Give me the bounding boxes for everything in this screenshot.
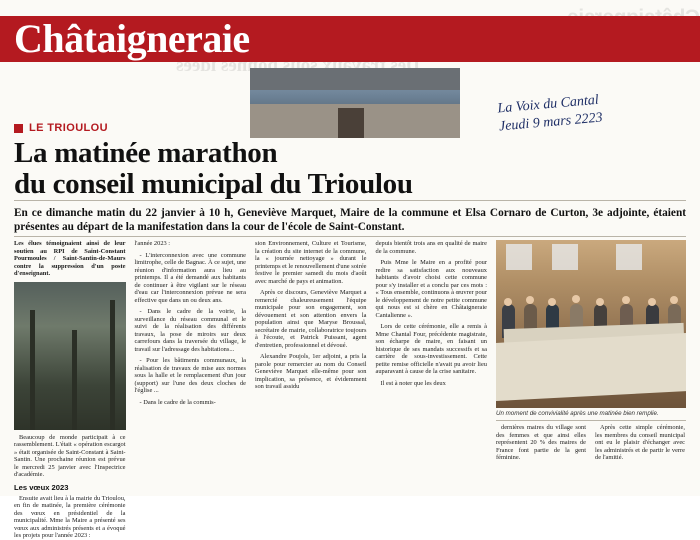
paragraph: - Dans le cadre de la commis-: [139, 398, 216, 406]
column-photo-protest: [14, 282, 126, 430]
photo-person-head: [670, 296, 678, 304]
photo-person-head: [622, 296, 630, 304]
photo-person-head: [596, 298, 604, 306]
photo-person-head: [526, 296, 534, 304]
photo-door: [338, 108, 364, 138]
body-column-2: [135, 240, 247, 490]
article-standfirst: En ce dimanche matin du 22 janvier à 10 h, Geneviève Marquet, Maire de la commune et Elsa Cornaro de Curton, 3e adjointe, étaient présentes au départ de la manifestation dans la cour de l'école de Saint-Constant.: [14, 207, 686, 233]
photo-window: [616, 244, 642, 270]
photo-tree-trunk: [30, 310, 35, 430]
handwritten-publication: La Voix du Cantal: [496, 92, 600, 117]
body-column-5-photo: [496, 240, 686, 490]
article-headline: La matinée marathon du conseil municipal du Trioulou: [14, 137, 413, 200]
paragraph: - Dans le cadre de la voirie, la surveillance du réseau communal et le suivi de la réalisation des différents travaux, la pose de miroirs sur deux carrefours dans la traversée du village, le travail sur l'adressage des habitations...: [134, 308, 246, 353]
tail-column-1: [496, 424, 586, 466]
paragraph: Ensuite avait lieu à la mairie du Trioulou, en fin de matinée, la première cérémonie des vœux en présidentiel de la municipalité. Mme la Maire a présenté ses vœux aux administrés présents et a évoqué les projets pour l'année 2023 :: [14, 494, 126, 539]
paragraph: Puis Mme le Maire en a profité pour redire sa satisfaction aux nouveaux habitants d'avoir choisi cette commune pour s'y installer et a conclu par ces mots : « Tous ensemble, continuons à œuvrer pour le développement de notre petite commune qui nous est si chère en Châtaigneraie Cantalienne ».: [375, 259, 487, 319]
paragraph: - L'interconnexion avec une commune limitrophe, celle de Bagnac. À ce sujet, une réunion d'information aura lieu au printemps. Il a été demandé aux habitants de continuer à être vigilant sur le réseau d'eau car l'interconnexion prévue ne sera effective que dans un ou deux ans.: [134, 251, 246, 304]
paragraph: Après ce discours, Geneviève Marquet a remercié chaleureusement l'équipe municipale pour son engagement, son dévouement et son attention envers la population ainsi que Maryse Broussal, secrétaire de mairie, collaboratrice toujours à l'écoute, et Patrick Puissant, agent d'entretien, professionnel et dévoué.: [255, 289, 367, 349]
masthead-title: Châtaigneraie: [14, 16, 250, 61]
divider-below-caption: [496, 420, 686, 421]
photo-table-front: [496, 332, 686, 401]
paragraph: l'année 2023 :: [134, 240, 171, 247]
paragraph: Beaucoup de monde participait à ce rassemblement. L'était « opération escargot » était organisée de Saint-Constant à Saint-Santin. Une prochaine réunion est prévue le mercredi 25 janvier avec l'Inspectrice d'académie.: [14, 433, 126, 478]
paragraph: Lors de cette cérémonie, elle a remis à Mme Chantal Four, précédente magistrate, son écharpe de maire, en faisant un historique de ses mandats successifs et sa carrière de sous-investissement. Cette petite remise officielle n'avait pu avoir lieu auparavant à cause de la crise sanitaire.: [375, 323, 487, 375]
photo-person-head: [648, 298, 656, 306]
photo-caption: Un moment de convivialité après une matinée bien remplie.: [496, 410, 659, 417]
photo-tree-trunk: [72, 330, 77, 430]
article-body-columns: [14, 240, 686, 539]
caption-tail-columns: [496, 424, 686, 466]
square-bullet-icon: [14, 124, 23, 133]
photo-council-gathering: [496, 240, 686, 408]
tail-column-2: [595, 424, 685, 466]
subheading-voeux: Les vœux 2023: [14, 482, 69, 492]
photo-person-head: [548, 298, 556, 306]
body-column-1: [14, 240, 126, 539]
photo-roof: [250, 68, 460, 90]
divider-below-standfirst: [14, 236, 686, 237]
bleed-left-line: Des travaux sous bonnes idées: [176, 55, 420, 76]
paragraph: Il est à noter que les deux: [380, 379, 446, 387]
photo-window: [506, 244, 532, 270]
paragraph: depuis bientôt trois ans en qualité de maire de la commune.: [375, 240, 487, 255]
body-column-3: [255, 240, 367, 490]
paragraph: dernières maires du village sont des femmes et que ainsi elles représentent 20 % des maires de France font partie de la gent féminine.: [496, 424, 586, 462]
section-kicker: [14, 122, 108, 134]
photo-window: [552, 244, 578, 270]
paragraph: Alexandre Poujols, 1er adjoint, a pris la parole pour remercier au nom du Conseil Geneviève Marquet elle-même pour son implication, sa présence, et évidemment son travail assidu: [255, 353, 367, 390]
paragraph: Après cette simple cérémonie, les membres du conseil municipal ont eu le plaisir d'échanger avec les administrés et de partir le verre de l'amitié.: [595, 424, 685, 462]
handwritten-date: Jeudi 9 mars 2223: [498, 110, 604, 135]
divider-above-standfirst: [14, 200, 686, 201]
paragraph: - Pour les bâtiments communaux, la réalisation de travaux de mise aux normes sous la halle et le remplacement d'un jour (support) sur l'une des deux cloches de l'église ...: [134, 357, 246, 394]
handwritten-annotation: [497, 84, 694, 137]
photo-person-head: [572, 295, 580, 303]
hero-photo-school: [250, 68, 460, 138]
photo-person-head: [504, 298, 512, 306]
body-column-4: [376, 240, 488, 490]
photo-tree-trunk: [110, 300, 115, 430]
paragraph: sion Environnement, Culture et Tourisme, la création du site internet de la commune, la « journée nettoyage » durant le printemps et le renouvellement d'une soirée festive le premier samedi du mois d'août avec marché de pays et animation.: [255, 240, 367, 285]
kicker-label: LE TRIOULOU: [29, 122, 108, 134]
paragraph: Les élues témoignaient ainsi de leur soutien au RPI de Saint-Constant Pourmoules / Saint-Santin-de-Maurs contre la suppression d'un poste d'enseignant.: [14, 240, 126, 277]
